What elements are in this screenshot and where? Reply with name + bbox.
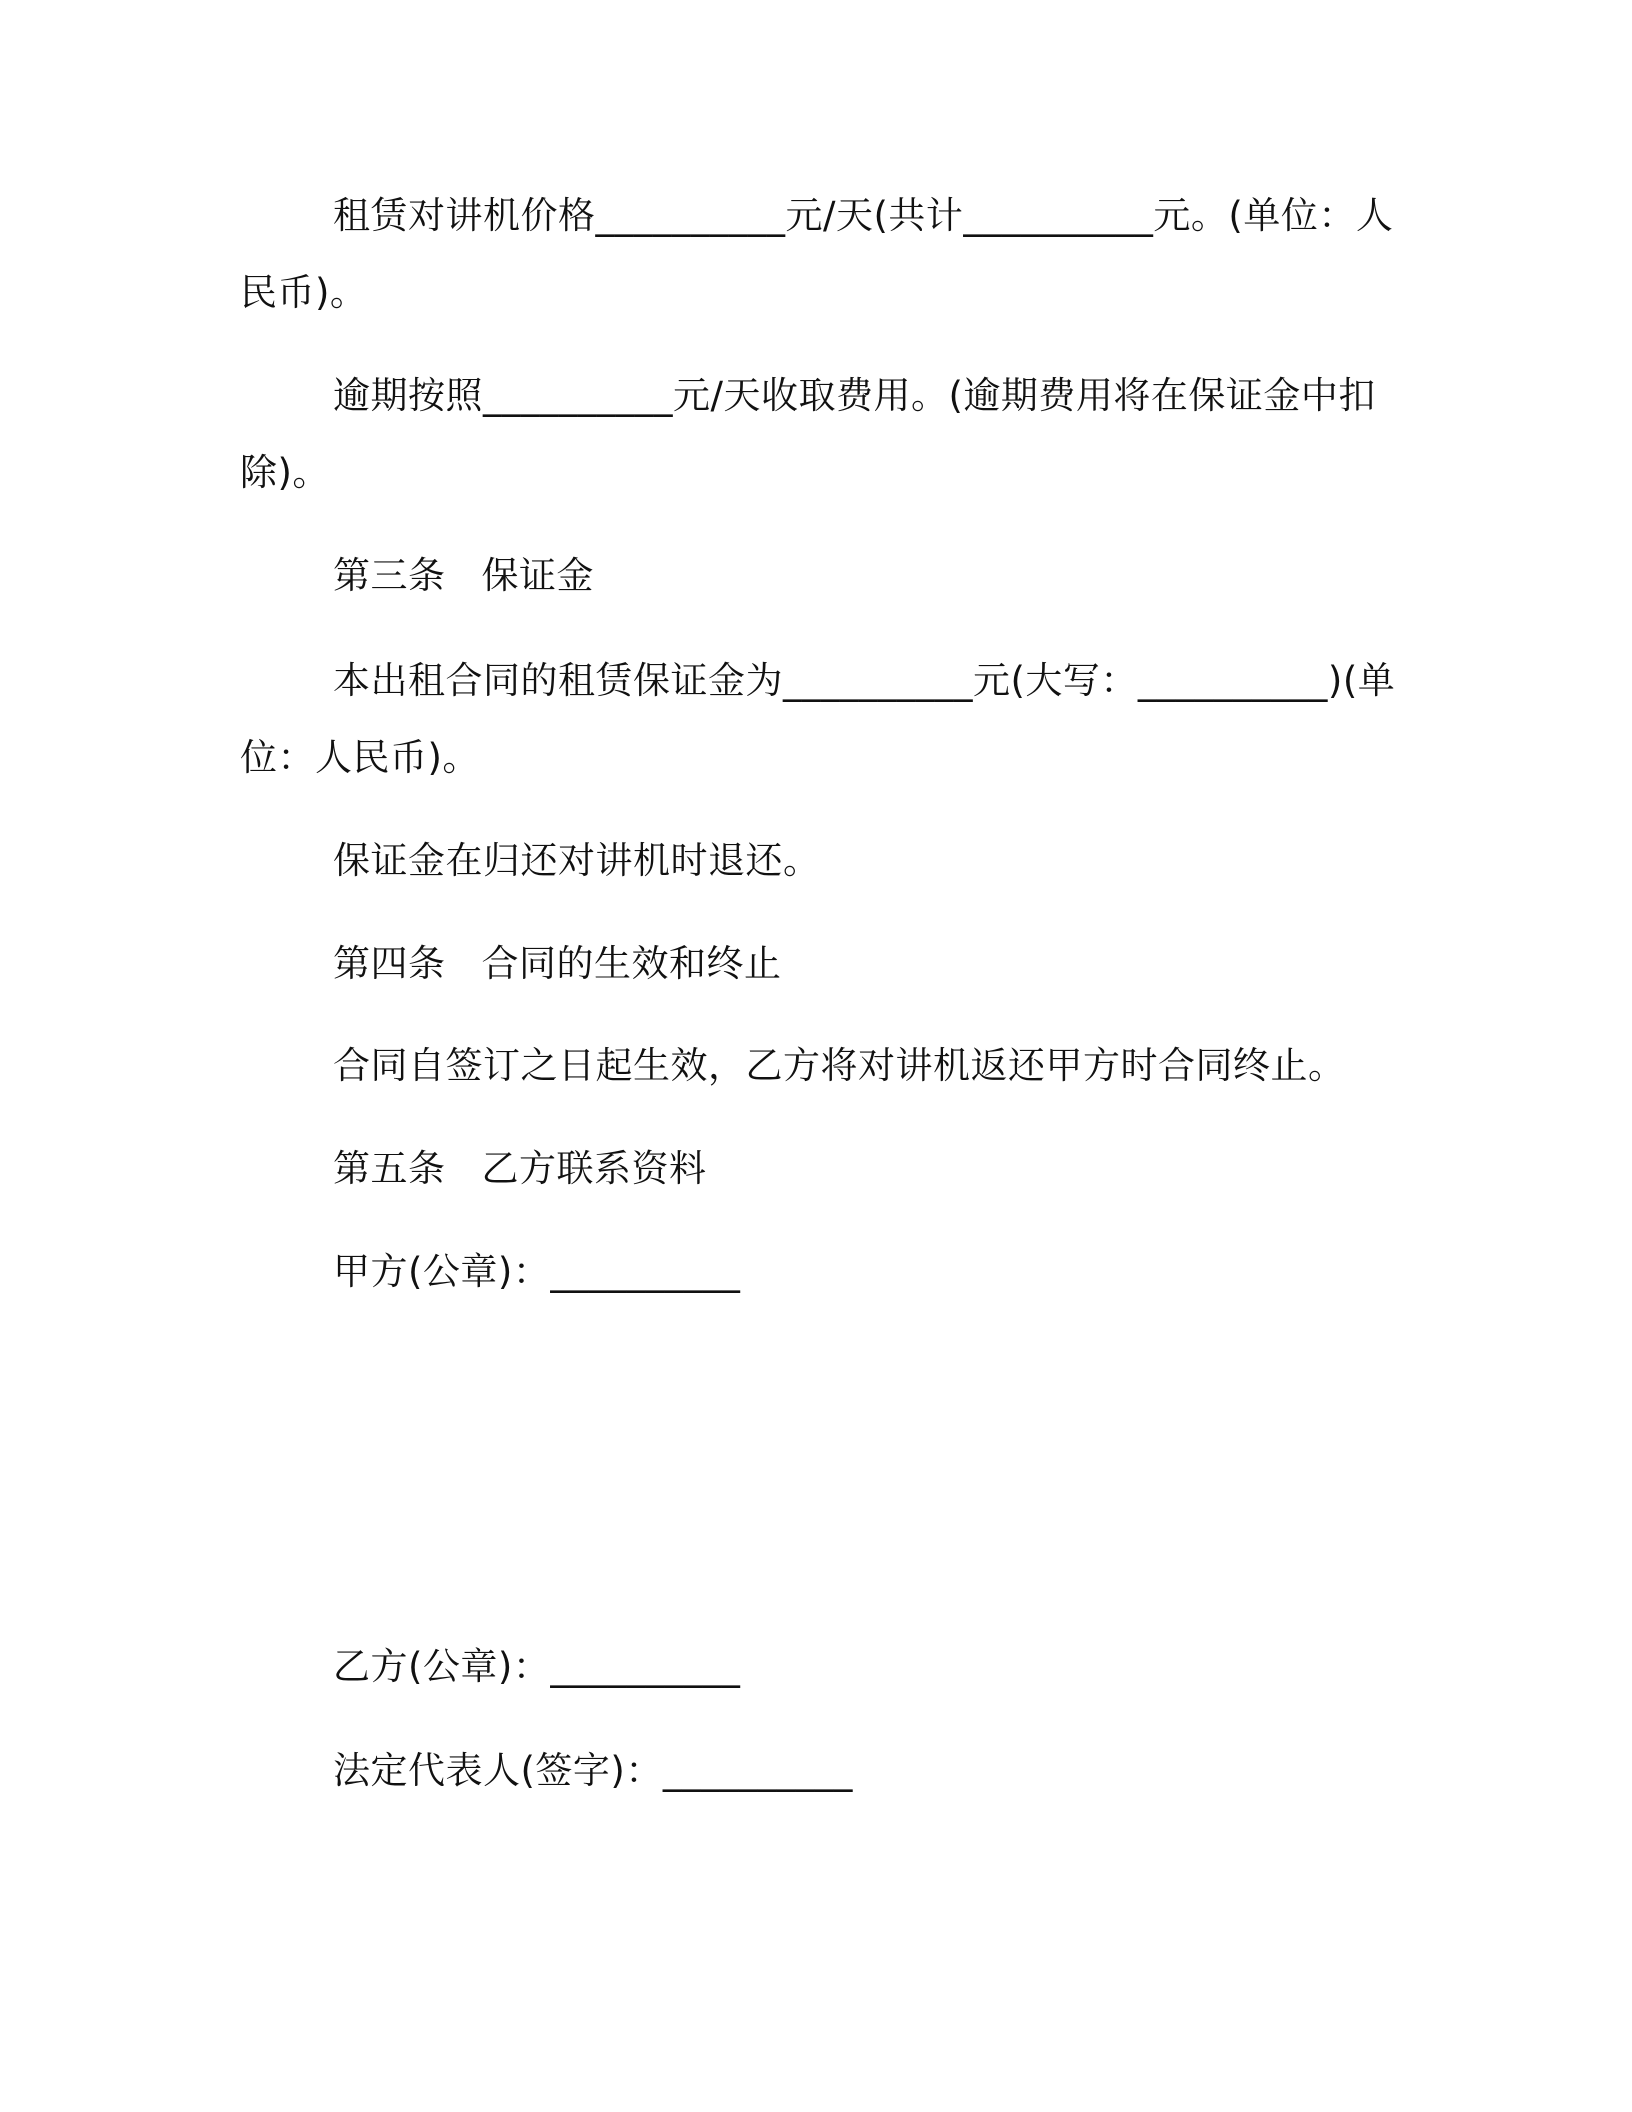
article-4-title: 合同的生效和终止 <box>481 942 782 985</box>
party-a-seal-line: 甲方(公章)：__________ <box>333 1250 741 1293</box>
rent-price-paragraph-line-1: 租赁对讲机价格__________元/天(共计__________元。(单位：人 <box>333 194 1394 237</box>
overdue-fee-paragraph-line-2: 除)。 <box>240 451 330 494</box>
article-3-number: 第三条 <box>333 554 446 597</box>
overdue-fee-paragraph-line-1: 逾期按照__________元/天收取费用。(逾期费用将在保证金中扣 <box>333 374 1376 417</box>
article-5-title: 乙方联系资料 <box>481 1147 707 1190</box>
deposit-refund-paragraph: 保证金在归还对讲机时退还。 <box>333 839 821 882</box>
article-4-heading <box>333 938 782 990</box>
party-b-seal-line: 乙方(公章)：__________ <box>333 1645 741 1688</box>
legal-representative-signature-line: 法定代表人(签字)：__________ <box>333 1749 853 1792</box>
rent-price-paragraph-line-2: 民币)。 <box>240 271 368 314</box>
article-3-heading <box>333 550 594 602</box>
article-4-number: 第四条 <box>333 942 446 985</box>
article-3-title: 保证金 <box>481 554 594 597</box>
deposit-paragraph-line-2: 位：人民币)。 <box>240 736 480 779</box>
article-5-heading <box>333 1143 707 1195</box>
article-5-number: 第五条 <box>333 1147 446 1190</box>
deposit-paragraph-line-1: 本出租合同的租赁保证金为__________元(大写：__________)(单 <box>333 659 1396 702</box>
contract-effect-paragraph: 合同自签订之日起生效，乙方将对讲机返还甲方时合同终止。 <box>333 1044 1346 1087</box>
